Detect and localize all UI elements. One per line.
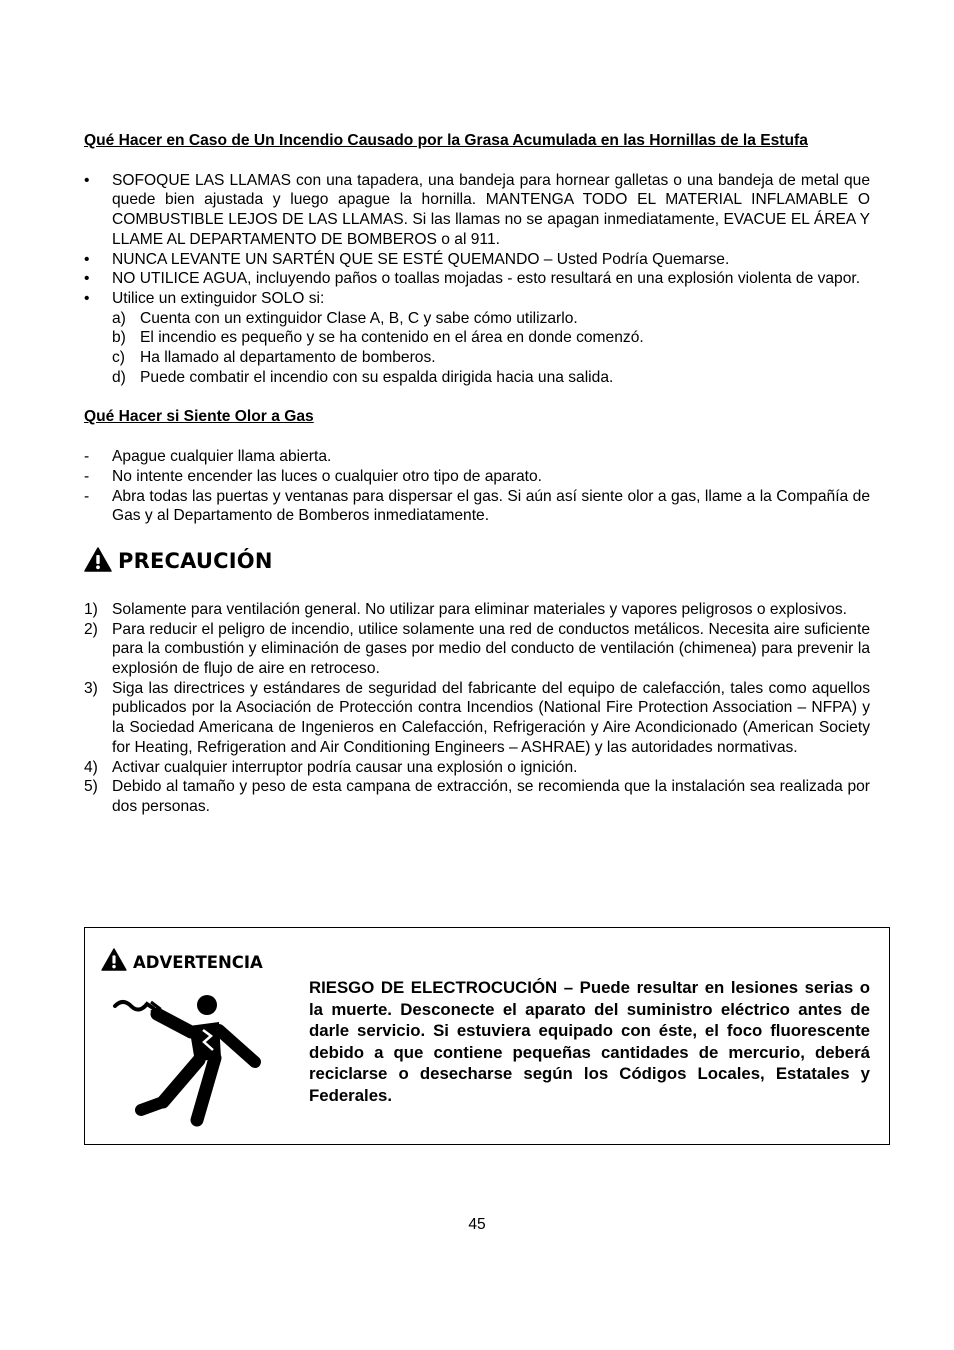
- sub-mark: d): [112, 368, 126, 386]
- gas-smell-title: Qué Hacer si Siente Olor a Gas: [84, 408, 314, 426]
- bullet-mark: •: [84, 171, 90, 189]
- sub-item-text: Ha llamado al departamento de bomberos.: [140, 349, 436, 367]
- list-item: [84, 777, 870, 816]
- list-item-text: Siga las directrices y estándares de seguridad del fabricante del equipo de calefacción, tales como aquellos publicados por la Asociación de Protección contra Incendios (National Fire Protection Association – NFPA) y la Sociedad Americana de Ingenieros en Calefacción, Refrigeración y Aire Acondicionado (American Society for Heating, Refrigeration and Air Conditioning Engineers – ASHRAE) y las autoridades normativas.: [112, 679, 870, 756]
- page-number: 45: [468, 1216, 486, 1233]
- bullet-mark: •: [84, 250, 90, 268]
- list-item: [84, 679, 870, 758]
- list-item-text: Activar cualquier interruptor podría causar una explosión o ignición.: [112, 758, 578, 776]
- number-mark: 5): [84, 778, 98, 796]
- warning-title: ADVERTENCIA: [133, 952, 263, 972]
- list-item-text: No intente encender las luces o cualquier otro tipo de aparato.: [112, 467, 542, 485]
- dash-mark: -: [84, 467, 90, 485]
- number-mark: 3): [84, 679, 98, 697]
- sub-list-item: [84, 348, 870, 368]
- gas-smell-list: [84, 447, 870, 526]
- warning-box: [84, 927, 890, 1145]
- list-item: [84, 620, 870, 679]
- list-item-text: Apague cualquier llama abierta.: [112, 448, 332, 466]
- list-item: [84, 600, 870, 620]
- list-item: [84, 250, 870, 270]
- caution-heading: [84, 548, 870, 576]
- sub-list-item: [84, 368, 870, 388]
- list-item-text: Debido al tamaño y peso de esta campana de extracción, se recomienda que la instalación sea realizada por dos personas.: [112, 778, 870, 815]
- list-item-text: NO UTILICE AGUA, incluyendo paños o toallas mojadas - esto resultará en una explosión violenta de vapor.: [112, 270, 861, 288]
- list-item: [84, 289, 870, 309]
- sub-item-text: Puede combatir el incendio con su espalda dirigida hacia una salida.: [140, 368, 614, 386]
- caution-list: [84, 600, 870, 817]
- list-item: [84, 487, 870, 526]
- electric-shock-icon: [107, 988, 267, 1133]
- sub-mark: b): [112, 329, 126, 347]
- sub-list-item: [84, 309, 870, 329]
- grease-fire-list: [84, 171, 870, 388]
- list-item-text: SOFOQUE LAS LLAMAS con una tapadera, una bandeja para hornear galletas o una bandeja de metal que quede bien ajustada y luego apague la hornilla. MANTENGA TODO EL MATERIAL INFLAMABLE O COMBUSTIBLE LEJOS DE LAS LLAMAS. Si las llamas no se apagan inmediatamente, EVACUE EL ÁREA Y LLAME AL DEPARTAMENTO DE BOMBEROS o al 911.: [112, 171, 870, 248]
- warning-text: RIESGO DE ELECTROCUCIÓN – Puede resultar en lesiones serias o la muerte. Desconecte el aparato del suministro eléctrico antes de darle servicio. Si estuviera equipado con éste, el foco fluorescente debido a que contiene pequeñas cantidades de mercurio, deberá reciclarse o desecharse según los Códigos Locales, Estatales y Federales.: [309, 978, 870, 1105]
- page-content: [84, 131, 870, 817]
- number-mark: 1): [84, 600, 98, 618]
- list-item: [84, 758, 870, 778]
- dash-mark: -: [84, 487, 90, 505]
- caution-title: PRECAUCIÓN: [118, 549, 273, 574]
- warning-heading: [101, 948, 263, 976]
- number-mark: 2): [84, 620, 98, 638]
- warning-triangle-icon: [84, 547, 112, 578]
- grease-fire-title: Qué Hacer en Caso de Un Incendio Causado por la Grasa Acumulada en las Hornillas de la Estufa: [84, 132, 808, 149]
- list-item: [84, 269, 870, 289]
- list-item: [84, 447, 870, 467]
- sub-list-item: [84, 328, 870, 348]
- dash-mark: -: [84, 448, 90, 466]
- list-item-text: Abra todas las puertas y ventanas para dispersar el gas. Si aún así siente olor a gas, llame a la Compañía de Gas y al Departamento de Bomberos inmediatamente.: [112, 487, 870, 525]
- sub-mark: a): [112, 309, 126, 327]
- sub-mark: c): [112, 349, 125, 367]
- bullet-mark: •: [84, 270, 90, 288]
- list-item-text: Solamente para ventilación general. No utilizar para eliminar materiales y vapores peligrosos o explosivos.: [112, 600, 848, 618]
- list-item: [84, 467, 870, 487]
- warning-triangle-icon: [101, 948, 127, 976]
- number-mark: 4): [84, 758, 98, 776]
- list-item: [84, 171, 870, 250]
- sub-item-text: El incendio es pequeño y se ha contenido en el área en donde comenzó.: [140, 329, 644, 347]
- list-item-text: Para reducir el peligro de incendio, utilice solamente una red de conductos metálicos. Necesita aire suficiente para la combustión y eliminación de gases por medio del conducto de ventilación (chimenea) para prevenir la explosión de flujo de aire en retroceso.: [112, 620, 870, 678]
- bullet-mark: •: [84, 289, 90, 307]
- list-item-text: NUNCA LEVANTE UN SARTÉN QUE SE ESTÉ QUEMANDO – Usted Podría Quemarse.: [112, 250, 730, 268]
- list-item-text: Utilice un extinguidor SOLO si:: [112, 289, 325, 307]
- sub-item-text: Cuenta con un extinguidor Clase A, B, C y sabe cómo utilizarlo.: [140, 309, 578, 327]
